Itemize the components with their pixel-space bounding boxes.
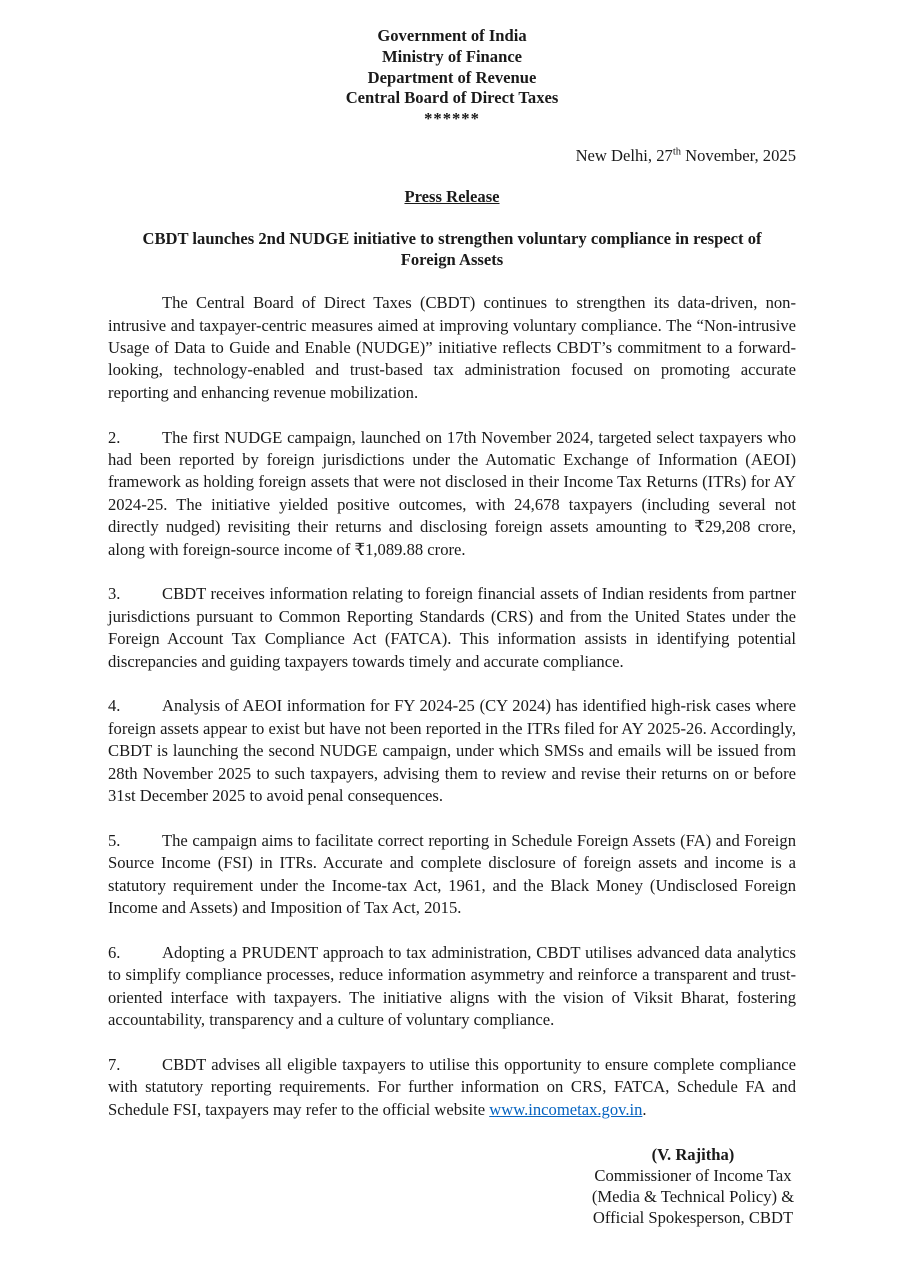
press-release-heading-row — [108, 186, 796, 208]
signatory-designation-line-3: Official Spokesperson, CBDT — [592, 1207, 794, 1227]
paragraph-7-number: 7. — [108, 1054, 121, 1074]
paragraph-4 — [108, 695, 796, 807]
paragraph-4-text: Analysis of AEOI information for FY 2024-25 (CY 2024) has identified high-risk cases where foreign assets appear to exist but have not been reported in the ITRs filed for AY 2025-26. Accordingly, CBDT is launching the second NUDGE campaign, under which SMSs and emails will be issued from 28th November 2025 to such taxpayers, advising them to review and revise their returns on or before 31st December 2025 to avoid penal consequences. — [108, 696, 796, 806]
paragraph-7 — [108, 1054, 796, 1121]
paragraph-5-number: 5. — [108, 830, 121, 850]
paragraph-1 — [108, 292, 796, 404]
paragraph-3 — [108, 583, 796, 673]
letterhead — [108, 26, 796, 109]
dateline — [108, 145, 796, 167]
letterhead-separator: ****** — [424, 109, 480, 129]
paragraph-4-number: 4. — [108, 696, 121, 716]
paragraph-7-text-before-link: CBDT advises all eligible taxpayers to utilise this opportunity to ensure complete compliance with statutory reporting requirements. For further information on CRS, FATCA, Schedule FA and Schedule FSI, taxpayers may refer to the official website — [108, 1054, 796, 1119]
paragraph-3-text: CBDT receives information relating to foreign financial assets of Indian residents from partner jurisdictions pursuant to Common Reporting Standards (CRS) and from the United States under the Foreign Account Tax Compliance Act (FATCA). This information assists in identifying potential discrepancies and guiding taxpayers towards timely and accurate compliance. — [108, 584, 796, 671]
dateline-prefix: New Delhi, 27 — [575, 145, 673, 165]
paragraph-2 — [108, 427, 796, 561]
signature-block — [590, 1144, 796, 1228]
paragraph-6 — [108, 942, 796, 1032]
paragraph-6-text: Adopting a PRUDENT approach to tax administration, CBDT utilises advanced data analytics to simplify compliance processes, reduce information asymmetry and reinforce a transparent and trust-oriented interface with taxpayers. The initiative aligns with the vision of Viksit Bharat, fostering accountability, transparency and a culture of voluntary compliance. — [108, 942, 796, 1030]
paragraph-1-text: The Central Board of Direct Taxes (CBDT) continues to strengthen its data-driven, non-intrusive and taxpayer-centric measures aimed at improving voluntary compliance. The “Non-intrusive Usage of Data to Guide and Enable (NUDGE)” initiative reflects CBDT’s commitment to a forward-looking, technology-enabled and trust-based tax administration focused on promoting accurate reporting and enhancing revenue mobilization. — [108, 293, 796, 402]
signatory-name: (V. Rajitha) — [651, 1144, 735, 1164]
paragraph-2-number: 2. — [108, 427, 121, 447]
paragraph-7-text-after-link: . — [642, 1099, 647, 1119]
paragraph-6-number: 6. — [108, 942, 121, 962]
paragraph-5-text: The campaign aims to facilitate correct reporting in Schedule Foreign Assets (FA) and Foreign Source Income (FSI) in ITRs. Accurate and complete disclosure of foreign assets and income is a statutory requirement under the Income-tax Act, 1961, and the Black Money (Undisclosed Foreign Income and Assets) and Imposition of Tax Act, 2015. — [108, 830, 796, 918]
letterhead-line-board: Central Board of Direct Taxes — [345, 88, 559, 108]
paragraph-3-number: 3. — [108, 584, 121, 604]
letterhead-line-government: Government of India — [377, 26, 527, 45]
document-title-line-2: Foreign Assets — [400, 250, 504, 269]
paragraph-5 — [108, 830, 796, 920]
document-body — [108, 292, 796, 1121]
dateline-ordinal-suffix: th — [672, 146, 681, 158]
press-release-heading: Press Release — [404, 187, 500, 207]
document-title-line-1: CBDT launches 2nd NUDGE initiative to strengthen voluntary compliance in respect of — [142, 228, 762, 248]
letterhead-line-ministry: Ministry of Finance — [381, 46, 523, 66]
signatory-designation-line-2: (Media & Technical Policy) & — [591, 1186, 795, 1206]
signatory-designation-line-1: Commissioner of Income Tax — [594, 1165, 792, 1185]
dateline-suffix: November, 2025 — [680, 145, 796, 165]
document-title — [108, 228, 796, 270]
incometax-website-link[interactable]: www.incometax.gov.in — [489, 1099, 643, 1119]
paragraph-2-text: The first NUDGE campaign, launched on 17th November 2024, targeted select taxpayers who had been reported by foreign jurisdictions under the Automatic Exchange of Information (AEOI) framework as holding foreign assets that were not disclosed in their Income Tax Returns (ITRs) for AY 2024-25. The initiative yielded positive outcomes, with 24,678 taxpayers (including several not directly nudged) revisiting their returns and disclosing foreign assets amounting to ₹29,208 crore, along with foreign-source income of ₹1,089.88 crore. — [108, 427, 796, 559]
letterhead-line-department: Department of Revenue — [367, 67, 537, 87]
